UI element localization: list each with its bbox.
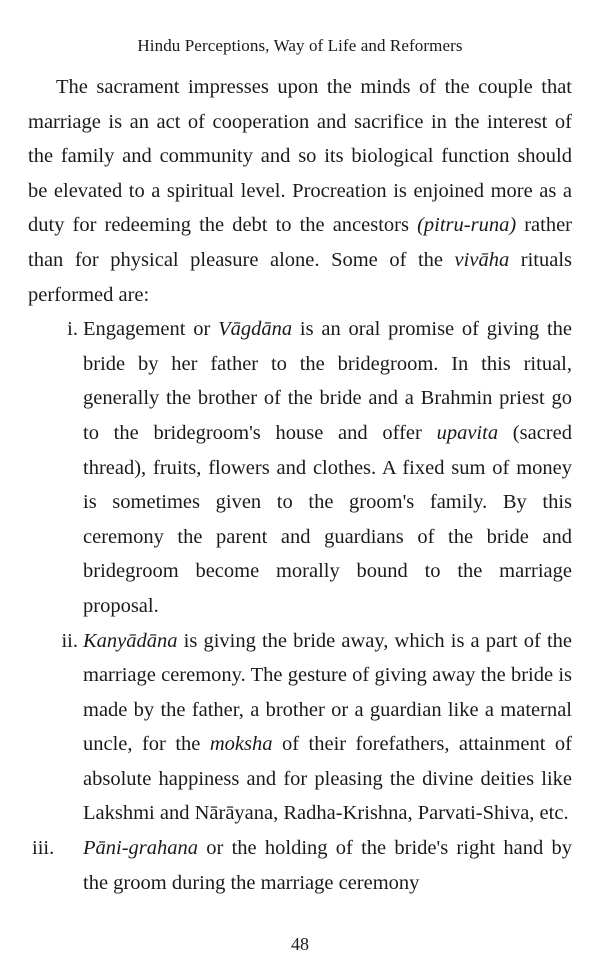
item-text: (sacred thread), fruits, flowers and clothes. A fixed sum of money is sometimes given to the groom's family. By this ceremony the parent and guardians of the bride and bridegroom become morally bound to the marriage proposal. <box>83 421 572 617</box>
list-item <box>28 312 572 623</box>
term-moksha: moksha <box>209 733 273 756</box>
intro-paragraph <box>28 70 572 312</box>
item-text: is giving the bride away, which is a part of the marriage ceremony. The gesture of giving away the bride is made by the father, a brother or a guardian like a maternal uncle, for the <box>83 629 572 756</box>
page-number: 48 <box>291 934 309 954</box>
item-text: is an oral promise of giving the bride by her father to the bridegroom. In this ritual, generally the brother of the bride and a Brahmin priest go to the bridegroom's house and offer <box>83 318 572 444</box>
term-upavita: upavita <box>436 421 499 444</box>
list-item <box>28 624 572 832</box>
item-text: of their forefathers, attainment of absolute happiness and for pleasing the divine deities like Lakshmi and Nārāyana, Radha-Krishna, Parvati-Shiva, etc. <box>83 733 572 825</box>
intro-text: The sacrament impresses upon the minds of the couple that marriage is an act of cooperation and sacrifice in the interest of the family and community and so its biological function should be elevated to a spiritual level. Procreation is enjoined more as a duty for redeeming the debt to the ancestors <box>28 76 572 237</box>
term-vagdana: Vāgdāna <box>218 318 293 341</box>
rituals-list <box>28 312 572 900</box>
list-marker: ii. <box>61 629 78 652</box>
intro-text: rituals performed are: <box>28 248 572 306</box>
intro-text: rather than for physical pleasure alone. Some of the <box>28 214 573 271</box>
body-text <box>28 70 572 900</box>
item-text: Engagement or <box>83 318 219 341</box>
list-item <box>28 831 572 900</box>
list-marker: i. <box>67 318 78 341</box>
running-header: Hindu Perceptions, Way of Life and Reformers <box>137 36 463 55</box>
term-pitru-runa: (pitru-runa) <box>417 214 517 237</box>
term-vivaha: vivāha <box>454 248 510 271</box>
term-pani-grahana: Pāni-grahana <box>83 837 199 860</box>
term-kanyadana: Kanyādāna <box>83 629 178 652</box>
list-marker: iii. <box>32 837 55 860</box>
item-text: or the holding of the bride's right hand by the groom during the marriage ceremony <box>83 837 572 894</box>
